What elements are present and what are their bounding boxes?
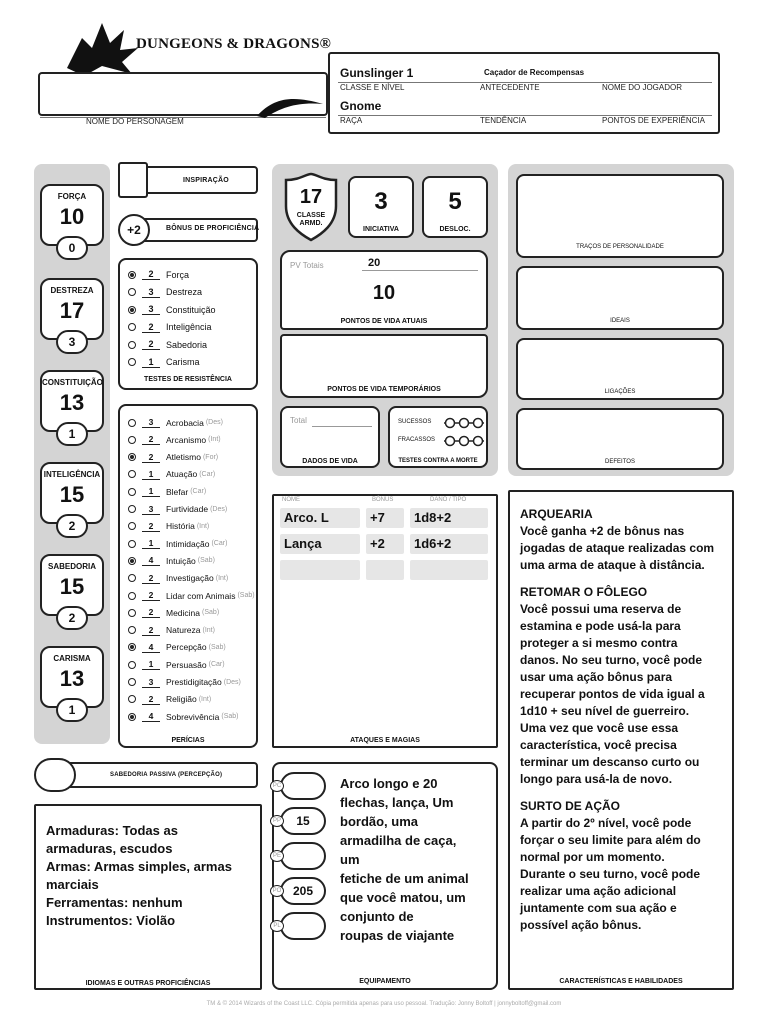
attacks-box [272, 494, 498, 748]
feature-heading: RETOMAR O FÔLEGO [520, 585, 648, 599]
skill-name: Religião [166, 694, 197, 705]
attribute-modifier[interactable]: 1 [56, 698, 88, 722]
alignment-label: TENDÊNCIA [480, 116, 527, 125]
dragon-logo-icon [62, 18, 142, 78]
proficiency-dot-icon[interactable] [128, 609, 136, 617]
skill-attribute: (Des) [205, 419, 223, 426]
attribute-score[interactable]: 17 [59, 298, 85, 323]
equipment-box [272, 762, 498, 990]
successes-label: SUCESSOS [398, 419, 432, 425]
flaws-box[interactable] [516, 408, 724, 470]
saving-throw-row[interactable] [128, 319, 212, 336]
class-level-value[interactable]: Gunslinger 1 [340, 66, 414, 80]
skill-attribute: (For) [202, 453, 219, 461]
flaws-label: DEFEITOS [605, 459, 635, 465]
ideals-label: IDEAIS [610, 318, 630, 324]
initiative-value[interactable]: 3 [374, 188, 388, 215]
hit-dice-total-line [312, 426, 372, 427]
footer-credit: TM & © 2014 Wizards of the Coast LLC. Cópia permitida apenas para uso pessoal. Tradução: Jonny Boltoff | jonnyboltoff@gmail.com [206, 1001, 562, 1007]
skill-name: Sobrevivência [166, 711, 220, 722]
feature-heading: ARQUEARIA [520, 507, 593, 521]
equipment-title: EQUIPAMENTO [359, 978, 411, 985]
feature-line: danos. No seu turno, você pode [520, 653, 703, 667]
equipment-line: armadilha de caça, [340, 833, 457, 848]
skill-value: 2 [142, 625, 160, 636]
skill-row[interactable] [128, 518, 209, 535]
skill-value: 1 [142, 469, 160, 480]
proficiency-dot-icon[interactable] [128, 271, 136, 279]
skill-name: Percepção [166, 642, 207, 653]
proficiency-dot-icon[interactable] [128, 713, 136, 721]
attack-bonus[interactable] [366, 560, 404, 580]
proficiency-value[interactable]: +2 [118, 214, 150, 246]
skill-attribute: (Sab) [237, 592, 255, 599]
attribute-name: FORÇA [57, 192, 87, 201]
skill-attribute: (Car) [211, 540, 228, 548]
saving-throw-row[interactable] [128, 266, 189, 283]
bonds-box[interactable] [516, 338, 724, 400]
race-label: RAÇA [340, 116, 363, 125]
equipment-line: conjunto de [340, 909, 414, 924]
skill-row[interactable] [128, 449, 218, 466]
death-saves-label: TESTES CONTRA A MORTE [398, 458, 478, 464]
saving-throw-value: 2 [142, 322, 160, 333]
skill-value: 2 [142, 521, 160, 532]
speed-box [422, 176, 488, 238]
hp-current-label: PONTOS DE VIDA ATUAIS [340, 318, 428, 325]
feature-line: uma arma de ataque à distância. [520, 558, 705, 572]
passive-wisdom-value[interactable] [34, 758, 76, 792]
proficiency-dot-icon[interactable] [128, 540, 136, 548]
skill-name: Intuição [166, 555, 196, 566]
proficiency-dot-icon[interactable] [128, 626, 136, 634]
skill-row[interactable] [128, 587, 255, 604]
hit-dice-total-label: Total [290, 416, 307, 425]
attribute-modifier[interactable]: 2 [56, 606, 88, 630]
skill-value: 2 [142, 607, 160, 618]
proficiency-dot-icon[interactable] [128, 306, 136, 314]
bonds-label: LIGAÇÕES [604, 389, 636, 395]
attacks-col-damage: DANO / TIPO [430, 497, 467, 503]
successes-circles-icon [444, 417, 484, 429]
attacks-title: ATAQUES E MAGIAS [350, 737, 420, 744]
attribute-score[interactable]: 13 [59, 390, 85, 415]
successes-circles[interactable] [444, 416, 484, 434]
attack-name[interactable]: Lança [280, 534, 360, 554]
equipment-line: que você matou, um [340, 890, 466, 905]
proficiency-dot-icon[interactable] [128, 488, 136, 496]
feature-line: forçar o seu limite para além do [520, 833, 701, 847]
equipment-line: roupas de viajante [340, 928, 455, 943]
skill-row[interactable] [128, 483, 206, 500]
skill-row[interactable] [128, 466, 215, 483]
skill-name: Lidar com Animais [166, 590, 236, 601]
attack-bonus[interactable]: +2 [366, 534, 404, 554]
saving-throws-box [118, 258, 258, 390]
hp-max-line [362, 270, 478, 271]
hit-dice-box [280, 406, 380, 468]
inspiration-value-box[interactable] [118, 162, 148, 198]
feature-line: Você possui uma reserva de [520, 602, 682, 616]
saving-throw-row[interactable] [128, 301, 216, 318]
proficiency-dot-icon[interactable] [128, 341, 136, 349]
hp-max-value[interactable]: 20 [368, 257, 381, 269]
attacks-col-bonus: BÔNUS [372, 497, 394, 503]
skill-name: Blefar [166, 486, 189, 497]
traits-box[interactable] [516, 174, 724, 258]
skill-name: Persuasão [166, 659, 207, 670]
failures-circles-icon [444, 435, 484, 447]
attribute-name: INTELIGÊNCIA [43, 470, 101, 479]
skill-value: 2 [142, 590, 160, 601]
attribute-name: SABEDORIA [47, 562, 96, 571]
armor-class-label: CLASSE ARMD. [296, 212, 326, 227]
character-name-label: NOME DO PERSONAGEM [86, 117, 184, 126]
failures-circles[interactable] [444, 434, 484, 452]
equipment-line: Arco longo e 20 [340, 776, 438, 791]
attribute-modifier[interactable]: 2 [56, 514, 88, 538]
feature-line: proteger a si mesmo contra [520, 636, 678, 650]
skill-value: 1 [142, 486, 160, 497]
skill-name: Investigação [166, 573, 214, 584]
proficiency-dot-icon[interactable] [128, 695, 136, 703]
race-value[interactable]: Gnome [340, 99, 382, 113]
proficiency-dot-icon[interactable] [128, 470, 136, 478]
skill-row[interactable] [128, 604, 219, 621]
attribute-modifier[interactable]: 3 [56, 330, 88, 354]
saving-throw-value: 3 [142, 304, 160, 315]
attack-bonus[interactable]: +7 [366, 508, 404, 528]
skill-row[interactable] [128, 708, 239, 725]
skill-attribute: (Sab) [202, 609, 220, 617]
skill-name: Prestidigitação [166, 677, 222, 687]
hp-max-label: PV Totais [290, 261, 324, 270]
coin-label: PC [270, 780, 284, 792]
attack-damage[interactable] [410, 560, 488, 580]
proficiencies-title: IDIOMAS E OUTRAS PROFICIÊNCIAS [85, 980, 211, 987]
features-title: CARACTERÍSTICAS E HABILIDADES [559, 978, 683, 985]
skill-value: 2 [142, 694, 160, 705]
coin-label: PL [270, 920, 284, 932]
proficiency-dot-icon[interactable] [128, 643, 136, 651]
background-value[interactable]: Caçador de Recompensas [484, 68, 585, 77]
attribute-score[interactable]: 15 [59, 482, 85, 507]
proficiency-dot-icon[interactable] [128, 661, 136, 669]
saving-throw-value: 2 [142, 339, 160, 350]
attribute-name: DESTREZA [50, 286, 94, 295]
hp-temp-box [280, 334, 488, 398]
skill-attribute: (Int) [215, 574, 229, 582]
hit-dice-label: DADOS DE VIDA [302, 458, 358, 465]
coin-label: PE [270, 850, 284, 862]
background-label: ANTECEDENTE [480, 83, 540, 92]
attribute-modifier[interactable]: 1 [56, 422, 88, 446]
feature-line: característica, você precisa [520, 738, 677, 752]
attack-name[interactable]: Arco. L [280, 508, 360, 528]
header [0, 0, 768, 150]
proficiency-line: Ferramentas: nenhum [46, 895, 183, 910]
skills-title: PERÍCIAS [171, 737, 205, 744]
proficiency-dot-icon[interactable] [128, 592, 136, 600]
saving-throw-name: Força [166, 269, 190, 280]
skill-attribute: (Int) [202, 626, 215, 634]
coin-label: PO [270, 885, 284, 897]
skill-value: 4 [142, 642, 160, 653]
skill-name: Natureza [166, 625, 201, 636]
attack-name[interactable] [280, 560, 360, 580]
proficiency-dot-icon[interactable] [128, 453, 136, 461]
equipment-line: fetiche de um animal [340, 871, 469, 886]
skill-attribute: (Des) [223, 678, 241, 686]
hp-current-box [280, 250, 488, 330]
saving-throw-name: Constituição [166, 304, 216, 315]
proficiency-dot-icon[interactable] [128, 323, 136, 331]
proficiency-dot-icon[interactable] [128, 419, 136, 427]
skill-value: 2 [142, 573, 160, 584]
proficiencies-box [34, 804, 262, 990]
skill-name: Medicina [166, 607, 201, 618]
proficiency-dot-icon[interactable] [128, 505, 136, 513]
skill-value: 3 [142, 677, 160, 688]
skill-row[interactable] [128, 535, 227, 552]
dragon-tail-icon [255, 94, 325, 120]
proficiency-dot-icon[interactable] [128, 574, 136, 582]
proficiency-dot-icon[interactable] [128, 522, 136, 530]
initiative-label: INICIATIVA [363, 226, 399, 233]
armor-class-value[interactable]: 17 [299, 186, 323, 208]
skill-row[interactable] [128, 691, 211, 708]
skill-name: História [166, 521, 195, 532]
skill-name: Arcanismo [166, 434, 207, 445]
saving-throw-row[interactable] [128, 284, 202, 301]
skill-name: Atletismo [166, 452, 201, 463]
coin-value[interactable]: 205 [280, 877, 326, 905]
features-box [508, 490, 734, 990]
ideals-box[interactable] [516, 266, 724, 330]
speed-label: DESLOC. [439, 226, 471, 233]
feature-heading: SURTO DE AÇÃO [520, 799, 621, 813]
equipment-line: flechas, lança, Um [340, 795, 454, 810]
xp-label: PONTOS DE EXPERIÊNCIA [602, 116, 705, 125]
hp-temp-label: PONTOS DE VIDA TEMPORÁRIOS [327, 386, 441, 393]
attribute-name: CARISMA [53, 654, 91, 663]
proficiency-dot-icon[interactable] [128, 436, 136, 444]
skill-attribute: (Int) [208, 436, 221, 444]
attribute-score[interactable]: 15 [59, 574, 85, 599]
traits-label: TRAÇOS DE PERSONALIDADE [576, 244, 664, 250]
coin-value[interactable]: 15 [280, 807, 326, 835]
feature-line: normal por um momento. [520, 850, 665, 864]
feature-line: estamina e pode usá-la para [520, 619, 681, 633]
attack-damage[interactable]: 1d6+2 [410, 534, 488, 554]
skill-value: 4 [142, 711, 160, 722]
skill-name: Atuação [166, 469, 198, 480]
skill-row[interactable] [128, 656, 225, 673]
saving-throw-name: Inteligência [166, 322, 212, 332]
feature-line: Uma vez que você use essa [520, 721, 679, 735]
coin-label: PP [270, 815, 284, 827]
skill-row[interactable] [128, 639, 226, 656]
proficiency-dot-icon[interactable] [128, 288, 136, 296]
skill-attribute: (Sab) [208, 643, 226, 651]
inspiration-label: INSPIRAÇÃO [183, 177, 229, 184]
saving-throw-value: 3 [142, 287, 160, 298]
passive-wisdom-label: SABEDORIA PASSIVA (PERCEPÇÃO) [110, 772, 223, 778]
skill-value: 2 [142, 434, 160, 445]
proficiency-line: armaduras, escudos [46, 841, 173, 856]
saving-throw-row[interactable] [128, 354, 200, 371]
skill-attribute: (Des) [210, 505, 228, 513]
equipment-line: um [340, 852, 360, 867]
skill-name: Acrobacia [166, 417, 204, 428]
proficiency-line: Armaduras: Todas as [46, 823, 178, 838]
skill-row[interactable] [128, 414, 223, 431]
skill-attribute: (Car) [199, 470, 216, 478]
skill-row[interactable] [128, 501, 227, 518]
attacks-col-name: NOME [282, 497, 300, 503]
death-saves-box [388, 406, 488, 468]
attribute-score[interactable]: 13 [59, 666, 85, 691]
skill-attribute: (Sab) [221, 713, 239, 721]
feature-line: jogadas de ataque realizadas com [520, 541, 715, 555]
skill-value: 1 [142, 659, 160, 670]
equipment-line: bordão, uma [340, 814, 419, 829]
speed-value[interactable]: 5 [448, 188, 462, 215]
attribute-modifier[interactable]: 0 [56, 236, 88, 260]
skill-row[interactable] [128, 570, 228, 587]
initiative-box [348, 176, 414, 238]
skill-value: 2 [142, 452, 160, 463]
proficiency-line: Instrumentos: Violão [46, 913, 176, 928]
skill-attribute: (Int) [198, 695, 212, 703]
coin-value[interactable] [280, 772, 326, 800]
player-name-label: NOME DO JOGADOR [602, 83, 683, 92]
feature-line: recuperar pontos de vida igual a [520, 687, 705, 701]
saving-throw-row[interactable] [128, 336, 207, 353]
feature-line: juntamente com sua ação e [520, 901, 677, 915]
feature-line: terminar um descanso curto ou [520, 755, 700, 769]
coin-value[interactable] [280, 912, 326, 940]
class-level-label: CLASSE E NÍVEL [340, 83, 405, 92]
skill-value: 3 [142, 417, 160, 428]
feature-line: Durante o seu turno, você pode [520, 867, 701, 881]
feature-line: usar uma ação bônus para [520, 670, 673, 684]
skill-row[interactable] [128, 431, 221, 448]
saving-throw-name: Carisma [166, 357, 200, 367]
skill-name: Furtividade [166, 504, 209, 514]
feature-line: possível ação bônus. [520, 918, 642, 932]
saving-throws-title: TESTES DE RESISTÊNCIA [144, 376, 232, 383]
attribute-score[interactable]: 10 [59, 204, 85, 229]
skill-value: 4 [142, 555, 160, 566]
skill-value: 1 [142, 538, 160, 549]
skill-attribute: (Car) [190, 488, 207, 496]
feature-line: A partir do 2º nível, você pode [520, 816, 692, 830]
skill-attribute: (Int) [196, 522, 210, 530]
feature-line: realizar uma ação adicional [520, 884, 677, 898]
saving-throw-name: Destreza [166, 287, 203, 297]
proficiency-dot-icon[interactable] [128, 557, 136, 565]
feature-line: longo para usá-la de novo. [520, 772, 673, 786]
skill-name: Intimidação [166, 538, 210, 549]
skill-attribute: (Car) [208, 661, 225, 669]
feature-line: Você ganha +2 de bônus nas [520, 524, 685, 538]
skill-value: 3 [142, 504, 160, 515]
logo-text: DUNGEONS & DRAGONS® [136, 36, 332, 52]
skill-row[interactable] [128, 674, 241, 691]
skill-attribute: (Sab) [197, 557, 215, 565]
attribute-name: CONSTITUIÇÃO [42, 378, 103, 387]
proficiency-line: Armas: Armas simples, armas [46, 859, 232, 874]
skill-row[interactable] [128, 552, 215, 569]
saving-throw-value: 2 [142, 269, 160, 280]
attack-damage[interactable]: 1d8+2 [410, 508, 488, 528]
skills-box [118, 404, 258, 748]
failures-label: FRACASSOS [398, 437, 436, 443]
proficiency-label: BÔNUS DE PROFICIÊNCIA [166, 225, 260, 232]
saving-throw-name: Sabedoria [166, 339, 208, 350]
proficiency-dot-icon[interactable] [128, 678, 136, 686]
hp-current-value[interactable]: 10 [372, 282, 396, 304]
coin-value[interactable] [280, 842, 326, 870]
feature-line: 1d10 + seu nível de guerreiro. [520, 704, 690, 718]
proficiency-dot-icon[interactable] [128, 358, 136, 366]
saving-throw-value: 1 [142, 357, 160, 368]
skill-row[interactable] [128, 622, 215, 639]
proficiency-line: marciais [46, 877, 99, 892]
